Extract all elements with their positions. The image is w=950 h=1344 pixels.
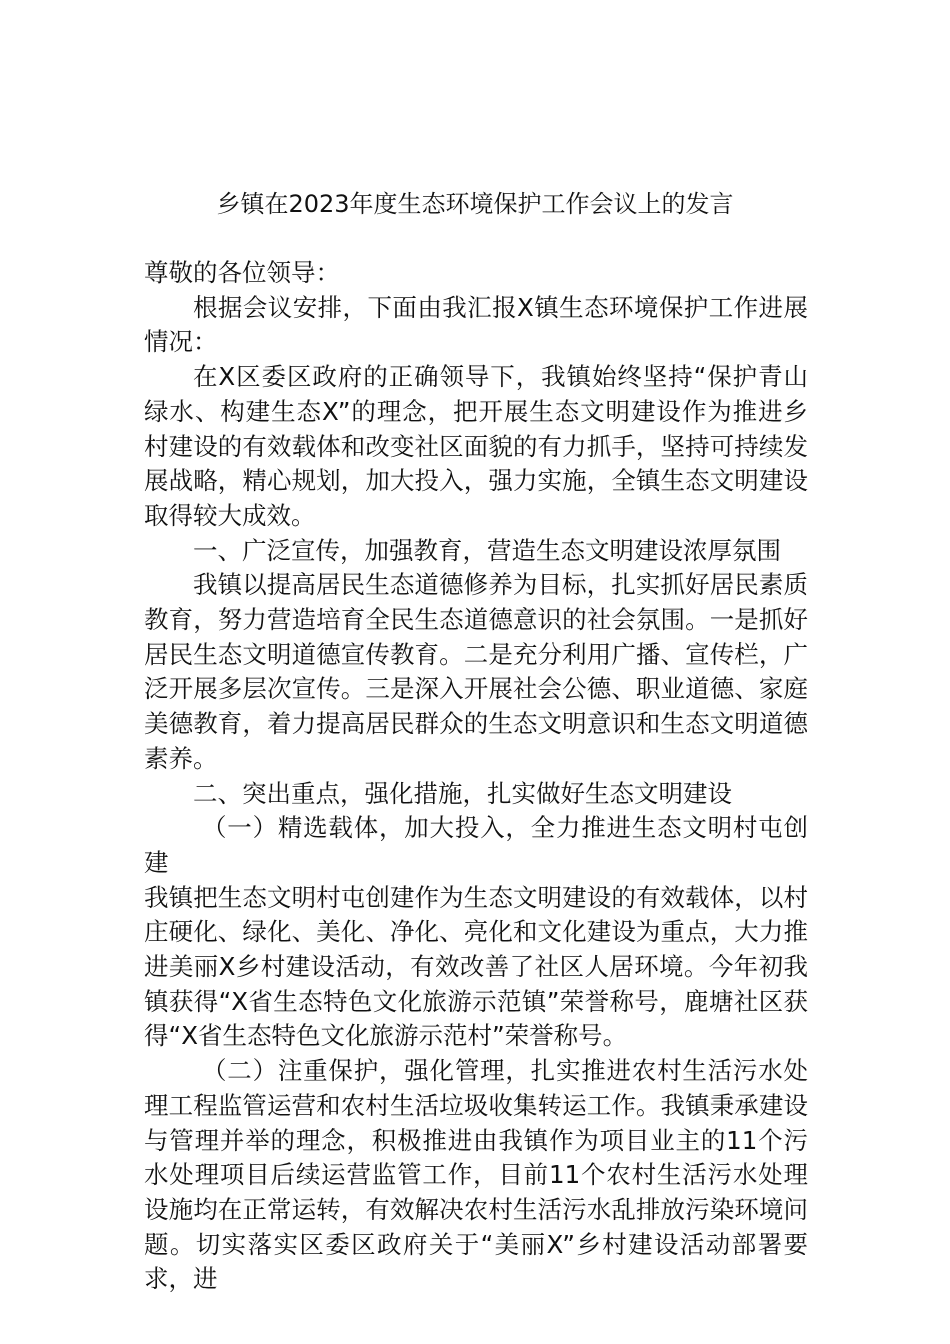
paragraph-subsection-2: （二）注重保护，强化管理，扎实推进农村生活污水处理工程监管运营和农村生活垃圾收集转运工作。我镇秉承建设与管理并举的理念，积极推进由我镇作为项目业主的11个污水处理项目后续运营监管工作，目前11个农村生活污水处理设施均在正常运转，有效解决农村生活污水乱排放污染环境问题。切实落实区委区政府关于“美丽X”乡村建设活动部署要求，进 — [144, 1056, 808, 1294]
section-heading-1: 一、广泛宣传，加强教育，营造生态文明建设浓厚氛围 — [193, 535, 781, 565]
paragraph-overview: 在X区委区政府的正确领导下，我镇始终坚持“保护青山绿水、构建生态X”的理念，把开展生态文明建设作为推进乡村建设的有效载体和改变社区面貌的有力抓手，坚持可持续发展战略，精心规划，加大投入，强力实施，全镇生态文明建设取得较大成效。 — [144, 362, 808, 530]
paragraph-intro: 根据会议安排，下面由我汇报X镇生态环境保护工作进展情况： — [144, 292, 808, 357]
document-body — [144, 256, 808, 1297]
document-title: 乡镇在2023年度生态环境保护工作会议上的发言 — [216, 190, 734, 218]
paragraph-subsection-1: 我镇把生态文明村屯创建作为生态文明建设的有效载体，以村庄硬化、绿化、美化、净化、亮化和文化建设为重点，大力推进美丽X乡村建设活动，有效改善了社区人居环境。今年初我镇获得“X省生态特色文化旅游示范镇”荣誉称号，鹿塘社区获得“X省生态特色文化旅游示范村”荣誉称号。 — [144, 882, 808, 1051]
subsection-heading-1: （一）精选载体，加大投入，全力推进生态文明村屯创建 — [144, 813, 808, 877]
paragraph-section-1: 我镇以提高居民生态道德修养为目标，扎实抓好居民素质教育，努力营造培育全民生态道德意识的社会氛围。一是抓好居民生态文明道德宣传教育。二是充分利用广播、宣传栏，广泛开展多层次宣传。三是深入开展社会公德、职业道德、家庭美德教育，着力提高居民群众的生态文明意识和生态文明道德素养。 — [144, 570, 808, 773]
salutation: 尊敬的各位领导： — [144, 258, 340, 287]
section-heading-2: 二、突出重点，强化措施，扎实做好生态文明建设 — [193, 778, 732, 808]
